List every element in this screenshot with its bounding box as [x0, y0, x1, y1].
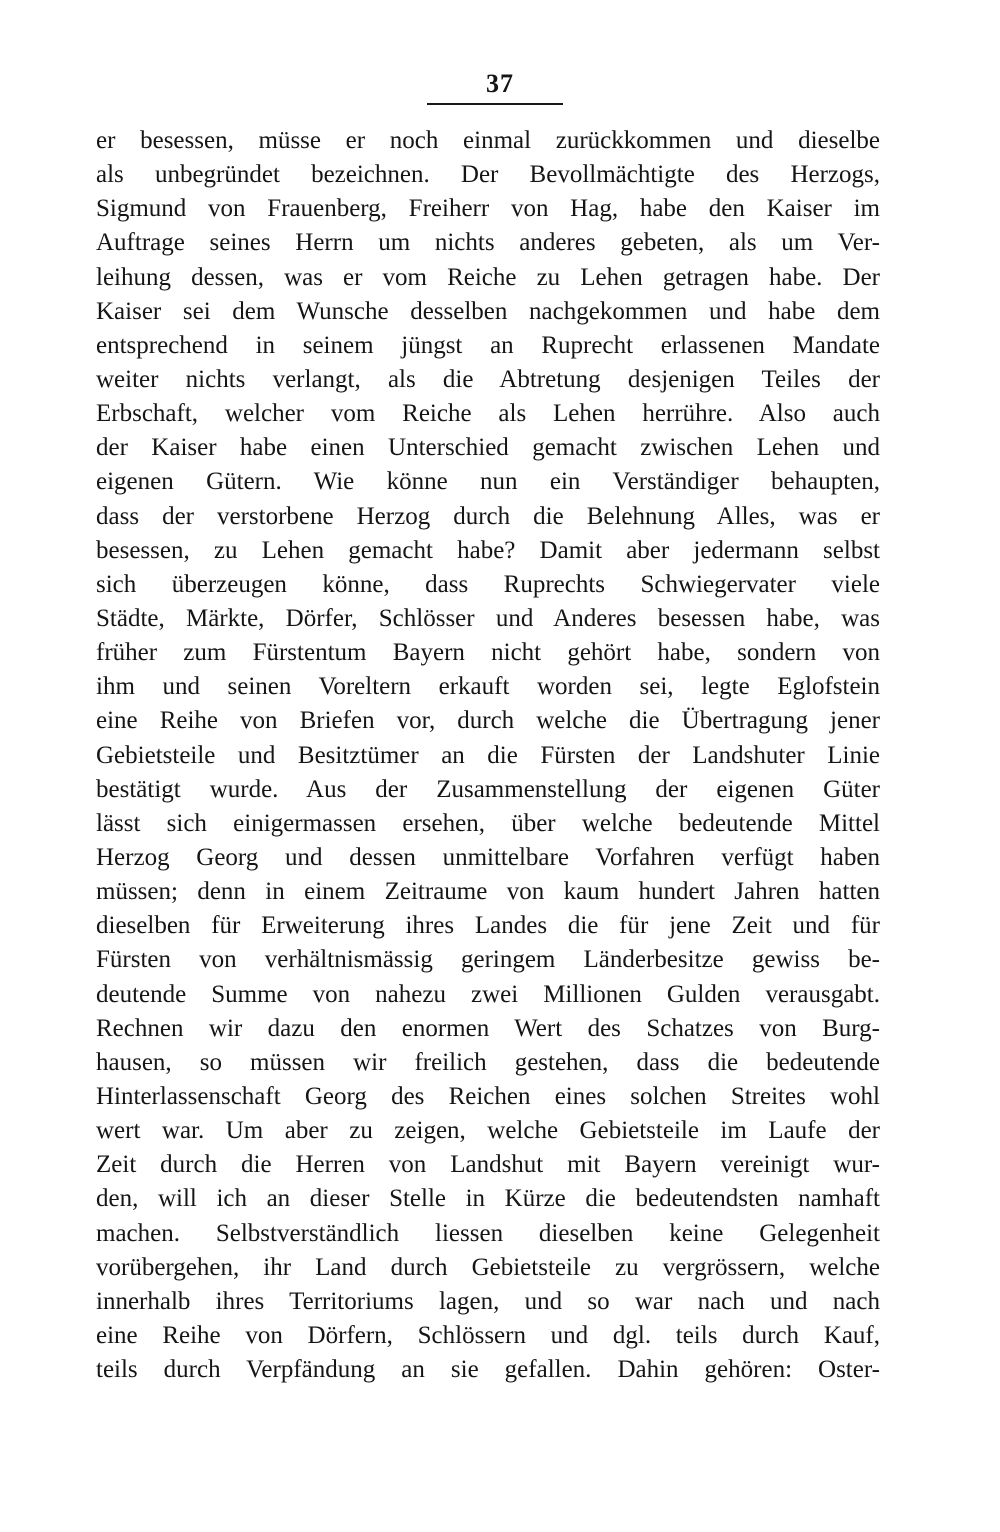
- text-line: Rechnen wir dazu den enormen Wert des Schatzes von Burg-: [96, 1014, 880, 1042]
- text-line: dass der verstorbene Herzog durch die Belehnung Alles, was er: [96, 502, 880, 530]
- text-line: Herzog Georg und dessen unmittelbare Vorfahren verfügt haben: [96, 843, 880, 871]
- text-line: als unbegründet bezeichnen. Der Bevollmächtigte des Herzogs,: [96, 161, 880, 189]
- text-line: er besessen, müsse er noch einmal zurückkommen und dieselbe: [96, 127, 880, 154]
- text-line: besessen, zu Lehen gemacht habe? Damit aber jedermann selbst: [96, 536, 880, 564]
- text-line: weiter nichts verlangt, als die Abtretung desjenigen Teiles der: [96, 365, 880, 393]
- text-line: Hinterlassenschaft Georg des Reichen eines solchen Streites wohl: [96, 1082, 880, 1110]
- text-line: eine Reihe von Dörfern, Schlössern und dgl. teils durch Kauf,: [96, 1321, 880, 1349]
- text-line: Fürsten von verhältnismässig geringem Länderbesitze gewiss be-: [96, 946, 880, 974]
- text-line: hausen, so müssen wir freilich gestehen, dass die bedeutende: [96, 1048, 880, 1076]
- text-line: den, will ich an dieser Stelle in Kürze die bedeutendsten namhaft: [96, 1185, 880, 1213]
- text-line: deutende Summe von nahezu zwei Millionen Gulden verausgabt.: [96, 980, 880, 1008]
- text-line: Gebietsteile und Besitztümer an die Fürsten der Landshuter Linie: [96, 741, 880, 769]
- text-line: bestätigt wurde. Aus der Zusammenstellung der eigenen Güter: [96, 775, 880, 803]
- text-line: vorübergehen, ihr Land durch Gebietsteile zu vergrössern, welche: [96, 1253, 880, 1281]
- text-line: Sigmund von Frauenberg, Freiherr von Hag, habe den Kaiser im: [96, 195, 880, 223]
- text-line: ihm und seinen Voreltern erkauft worden sei, legte Eglofstein: [96, 673, 880, 701]
- text-line: lässt sich einigermassen ersehen, über welche bedeutende Mittel: [96, 809, 880, 837]
- text-line: machen. Selbstverständlich liessen dieselben keine Gelegenheit: [96, 1219, 880, 1247]
- text-line: Städte, Märkte, Dörfer, Schlösser und Anderes besessen habe, was: [96, 604, 880, 632]
- text-line: eine Reihe von Briefen vor, durch welche die Übertragung jener: [96, 707, 880, 735]
- text-line: Erbschaft, welcher vom Reiche als Lehen herrühre. Also auch: [96, 400, 880, 428]
- text-line: Kaiser sei dem Wunsche desselben nachgekommen und habe dem: [96, 297, 880, 325]
- text-line: sich überzeugen könne, dass Ruprechts Schwiegervater viele: [96, 570, 880, 598]
- text-line: wert war. Um aber zu zeigen, welche Gebietsteile im Laufe der: [96, 1117, 880, 1145]
- page-number-rule: [427, 103, 563, 105]
- text-line: Auftrage seines Herrn um nichts anderes gebeten, als um Ver-: [96, 229, 880, 257]
- text-line: eigenen Gütern. Wie könne nun ein Verständiger behaupten,: [96, 468, 880, 496]
- text-line: früher zum Fürstentum Bayern nicht gehört habe, sondern von: [96, 639, 880, 667]
- text-line: der Kaiser habe einen Unterschied gemacht zwischen Lehen und: [96, 434, 880, 462]
- text-line: leihung dessen, was er vom Reiche zu Lehen getragen habe. Der: [96, 263, 880, 291]
- text-line: innerhalb ihres Territoriums lagen, und so war nach und nach: [96, 1287, 880, 1315]
- text-line: dieselben für Erweiterung ihres Landes die für jene Zeit und für: [96, 912, 880, 940]
- text-line: müssen; denn in einem Zeitraume von kaum hundert Jahren hatten: [96, 878, 880, 906]
- text-line: entsprechend in seinem jüngst an Ruprecht erlassenen Mandate: [96, 331, 880, 359]
- text-line: Zeit durch die Herren von Landshut mit Bayern vereinigt wur-: [96, 1151, 880, 1179]
- body-text: [96, 124, 880, 1387]
- text-line: teils durch Verpfändung an sie gefallen. Dahin gehören: Oster-: [96, 1356, 880, 1384]
- page-number: 37: [486, 69, 514, 98]
